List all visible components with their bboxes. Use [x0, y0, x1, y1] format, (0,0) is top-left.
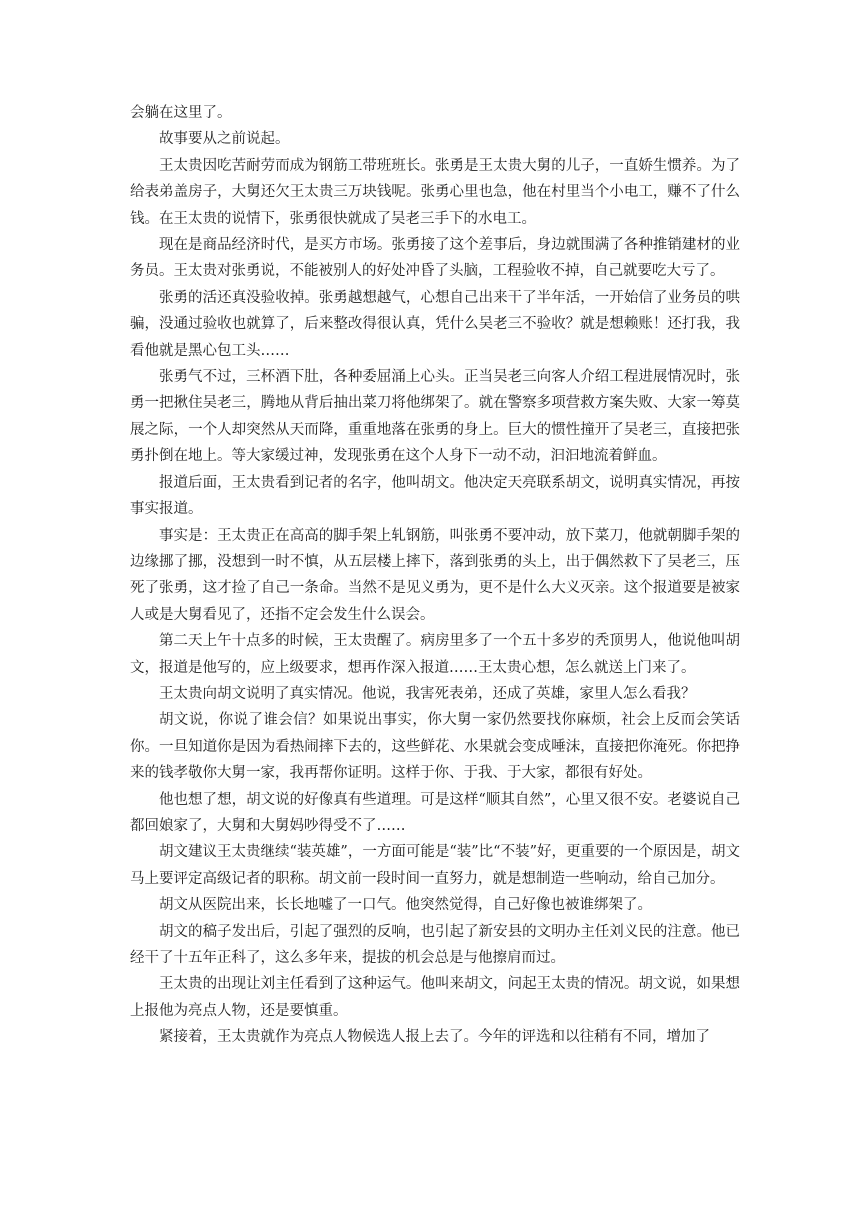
paragraph: 他也想了想，胡文说的好像真有些道理。可是这样“顺其自然”，心里又很不安。老婆说自己都回娘家了，大舅和大舅妈吵得受不了…… — [130, 791, 740, 834]
paragraph: 王太贵因吃苦耐劳而成为钢筋工带班班长。张勇是王太贵大舅的儿子，一直娇生惯养。为了给表弟盖房子，大舅还欠王太贵三万块钱呢。张勇心里也急，他在村里当个小电工，赚不了什么钱。在王太贵的说情下，张勇很快就成了吴老三手下的水电工。 — [130, 157, 740, 227]
paragraph: 事实是：王太贵正在高高的脚手架上轧钢筋，叫张勇不要冲动，放下菜刀，他就朝脚手架的边缘挪了挪，没想到一时不慎，从五层楼上摔下，落到张勇的头上，出于偶然救下了吴老三，压死了张勇，这才捡了自己一条命。当然不是见义勇为，更不是什么大义灭亲。这个报道要是被家人或是大舅看见了，还指不定会发生什么误会。 — [130, 527, 740, 623]
paragraph: 现在是商品经济时代，是买方市场。张勇接了这个差事后，身边就围满了各种推销建材的业务员。王太贵对张勇说，不能被别人的好处冲昏了头脑，工程验收不掉，自己就要吃大亏了。 — [130, 237, 740, 280]
paragraph: 会躺在这里了。 — [130, 105, 232, 121]
paragraph: 张勇气不过，三杯酒下肚，各种委屈涌上心头。正当吴老三向客人介绍工程进展情况时，张勇一把揪住吴老三，腾地从背后抽出菜刀将他绑架了。就在警察多项营救方案失败、大家一筹莫展之际，一个人却突然从天而降，重重地落在张勇的身上。巨大的惯性撞开了吴老三，直接把张勇扑倒在地上。等大家缓过神，发现张勇在这个人身下一动不动，汩汩地流着鲜血。 — [130, 369, 740, 465]
paragraph: 王太贵向胡文说明了真实情况。他说，我害死表弟，还成了英雄，家里人怎么看我？ — [159, 685, 696, 702]
paragraph: 故事要从之前说起。 — [159, 131, 290, 148]
paragraph: 胡文的稿子发出后，引起了强烈的反响，也引起了新安县的文明办主任刘义民的注意。他已经干了十五年正科了，这么多年来，提拔的机会总是与他擦肩而过。 — [130, 923, 740, 966]
paragraph: 胡文从医院出来，长长地嘘了一口气。他突然觉得，自己好像也被谁绑架了。 — [159, 897, 652, 914]
paragraph: 胡文说，你说了谁会信？如果说出事实，你大舅一家仍然要找你麻烦，社会上反而会笑话你。一旦知道你是因为看热闹摔下去的，这些鲜花、水果就会变成唾沫，直接把你淹死。你把挣来的钱孝敬你大舅一家，我再帮你证明。这样于你、于我、于大家，都很有好处。 — [130, 712, 740, 782]
paragraph: 王太贵的出现让刘主任看到了这种运气。他叫来胡文，问起王太贵的情况。胡文说，如果想上报他为亮点人物，还是要慎重。 — [130, 976, 740, 1019]
paragraph: 胡文建议王太贵继续“装英雄”，一方面可能是“装”比“不装”好，更重要的一个原因是，胡文马上要评定高级记者的职称。胡文前一段时间一直努力，就是想制造一些响动，给自己加分。 — [130, 844, 740, 887]
document-body — [130, 100, 740, 1051]
paragraph: 张勇的活还真没验收掉。张勇越想越气，心想自己出来干了半年活，一开始信了业务员的哄骗，没通过验收也就算了，后来整改得很认真，凭什么吴老三不验收？就是想赖账！还打我，我看他就是黑心包工头…… — [130, 289, 740, 359]
paragraph: 第二天上午十点多的时候，王太贵醒了。病房里多了一个五十多岁的秃顶男人，他说他叫胡文，报道是他写的，应上级要求，想再作深入报道……王太贵心想，怎么就送上门来了。 — [130, 633, 740, 676]
paragraph: 紧接着，王太贵就作为亮点人物候选人报上去了。今年的评选和以往稍有不同，增加了 — [159, 1029, 710, 1046]
paragraph: 报道后面，王太贵看到记者的名字，他叫胡文。他决定天亮联系胡文，说明真实情况，再按事实报道。 — [130, 474, 740, 518]
